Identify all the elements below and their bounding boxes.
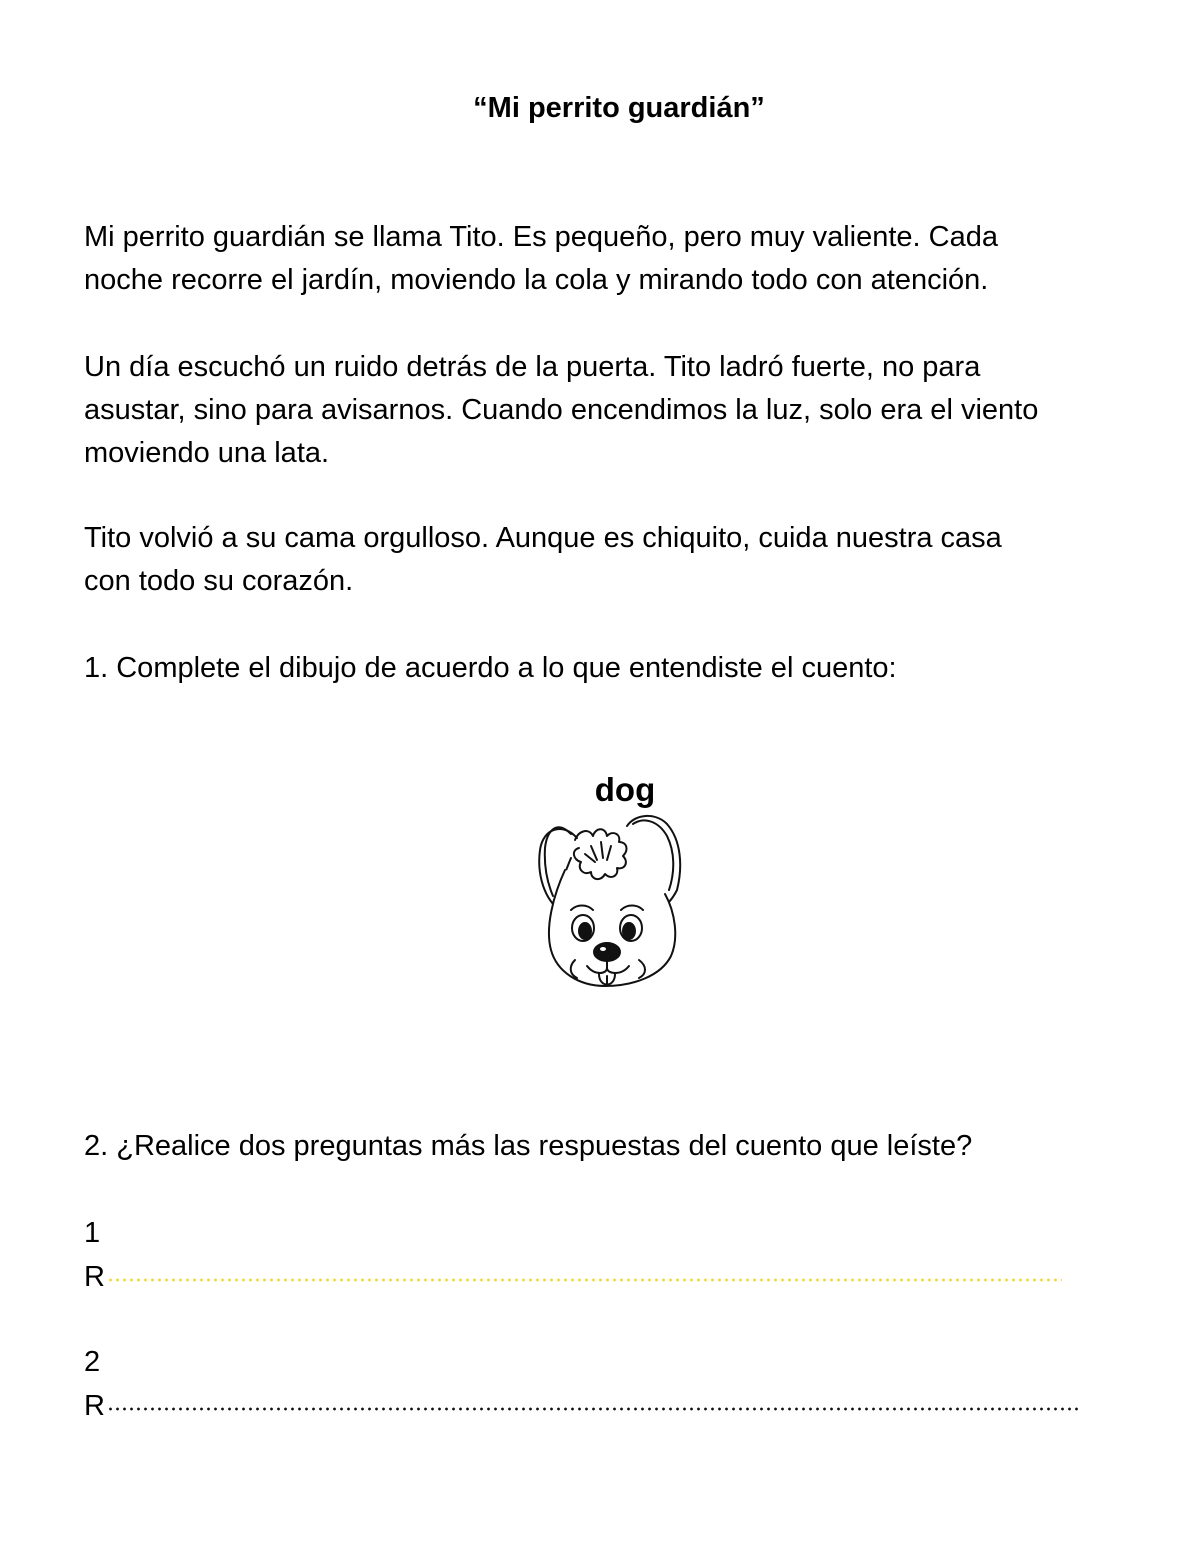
story-paragraph-1 [84, 216, 1154, 302]
story-paragraph-2 [84, 346, 1154, 475]
paragraph-line: Mi perrito guardián se llama Tito. Es pequeño, pero muy valiente. Cada [84, 221, 998, 253]
story-paragraph-3 [84, 517, 1154, 603]
answer-2-number: 2 [84, 1346, 101, 1378]
dog-label: dog [594, 771, 656, 808]
paragraph-line: moviendo una lata. [84, 437, 330, 469]
answer-2-row[interactable] [84, 1386, 1082, 1426]
answer-2-prefix: R [84, 1390, 105, 1422]
answer-1-row[interactable] [84, 1257, 1062, 1297]
paragraph-line: Un día escuchó un ruido detrás de la puerta. Tito ladró fuerte, no para [84, 351, 981, 383]
paragraph-line: noche recorre el jardín, moviendo la cola y mirando todo con atención. [84, 264, 989, 296]
answer-2-dotted-line[interactable] [107, 1407, 1082, 1411]
answer-1-prefix: R [84, 1261, 105, 1293]
paragraph-line: Tito volvió a su cama orgulloso. Aunque es chiquito, cuida nuestra casa [84, 522, 1002, 554]
paragraph-line: asustar, sino para avisarnos. Cuando encendimos la luz, solo era el viento [84, 394, 1039, 426]
story-title: “Mi perrito guardián” [473, 92, 765, 124]
dog-face-drawing-icon [535, 810, 690, 995]
question-1-text: 1. Complete el dibujo de acuerdo a lo que entendiste el cuento: [84, 652, 897, 684]
answer-1-dotted-line[interactable] [107, 1278, 1062, 1282]
question-2-text: 2. ¿Realice dos preguntas más las respuestas del cuento que leíste? [84, 1130, 973, 1162]
question-1 [84, 647, 1154, 690]
paragraph-line: con todo su corazón. [84, 565, 354, 597]
question-2 [84, 1125, 1154, 1168]
answer-1-number: 1 [84, 1217, 101, 1249]
